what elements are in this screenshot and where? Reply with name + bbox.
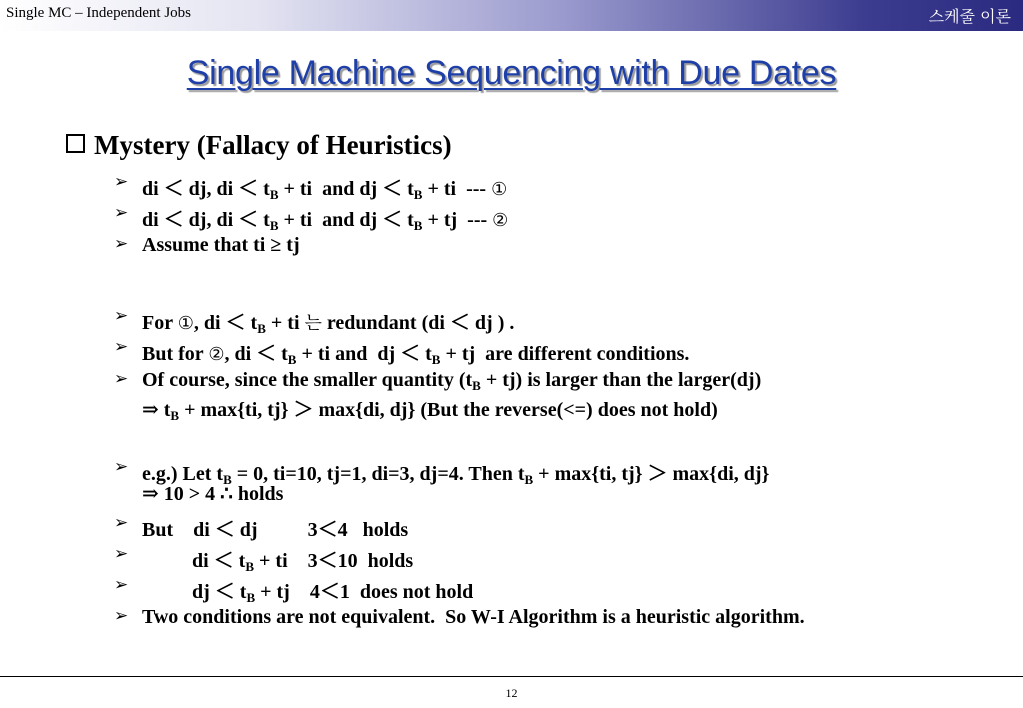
slide-title: Single Machine Sequencing with Due Dates [186, 54, 837, 92]
checkbox-bullet-icon [66, 134, 85, 153]
arrow-bullet-icon: ➢ [114, 203, 129, 223]
main-bullet-text: Mystery (Fallacy of Heuristics) [94, 130, 452, 160]
arrow-bullet-icon: ➢ [114, 337, 129, 357]
header-left-text: Single MC – Independent Jobs [6, 5, 191, 21]
arrow-bullet-icon: ➢ [114, 606, 129, 626]
page-number: 12 [505, 686, 518, 700]
footer-divider [0, 676, 1023, 677]
arrow-bullet-icon: ➢ [114, 234, 129, 254]
arrow-bullet-icon: ➢ [114, 306, 129, 326]
main-bullet [66, 130, 452, 161]
arrow-bullet-icon: ➢ [114, 369, 129, 389]
arrow-bullet-icon: ➢ [114, 544, 129, 564]
arrow-bullet-icon: ➢ [114, 575, 129, 595]
arrow-bullet-icon: ➢ [114, 513, 129, 533]
arrow-bullet-icon: ➢ [114, 172, 129, 192]
slide-content: Mystery (Fallacy of Heuristics) ➢ di ＜ dj, di ＜ $t_B$ + ti and dj ＜ $t_B$ + ti --- ① ➢ di ＜ dj, di ＜ $t_B$ + ti and dj ＜ $t_B$ + tj --- ② ➢ Assume that ti ≥ tj ➢ For ①, di ＜ $t_B$ + ti 는 redundant (di ＜ dj ) . ➢ But for ②, di ＜ $t_B$ + ti and dj ＜ $t_B$ + tj are different conditions. ➢ Of course, since the smaller quantity $(t_B + tj)$ is larger than the larger(dj) ⇒ $t_B + \max\{ti$, tj} ＞ max{di, dj} (But the reverse(<=) does not hold) ➢ e.g.) Let $t_B = 0$, ti=10, tj=1, di=3, dj=4. Then $t_B + \max\{ti$, tj} ＞ max{di, dj} ⇒ 10 > 4 ∴ holds ➢ But di ＜ dj 3＜4 holds ➢ di ＜ $t_B$ + ti 3＜10 holds ➢ dj ＜ $t_B$ + tj 4＜1 does not hold ➢ Two conditions are not equivalent. So W-I Algorithm is a heuristic algorithm. [0, 0, 1023, 708]
header-right-text: 스케줄 이론 [928, 7, 1011, 26]
arrow-bullet-icon: ➢ [114, 457, 129, 477]
